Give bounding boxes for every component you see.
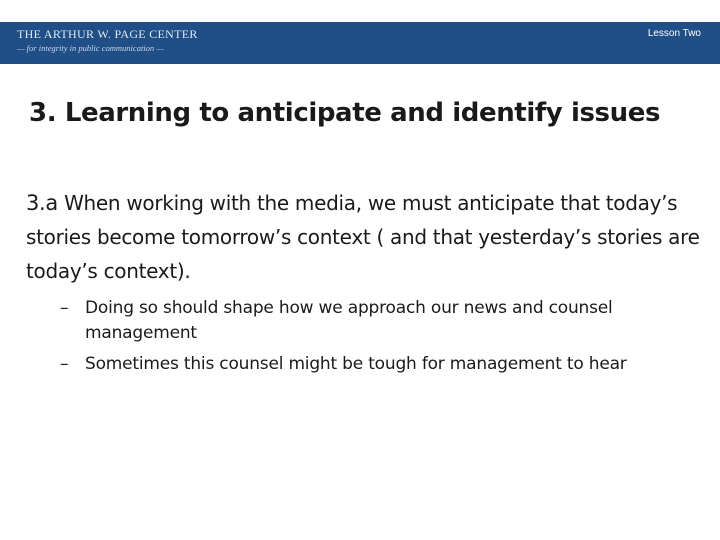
slide-title: 3. Learning to anticipate and identify issues — [29, 98, 661, 128]
lesson-label: Lesson Two — [647, 28, 701, 39]
sub-point — [60, 296, 700, 346]
main-point — [26, 186, 706, 288]
sub-point-list — [60, 296, 700, 383]
dash-bullet: – — [60, 298, 69, 318]
sub-point — [60, 352, 700, 377]
page-center-logo — [17, 27, 198, 54]
header-banner — [0, 22, 720, 64]
dash-bullet: – — [60, 354, 69, 374]
sub-point-text: Sometimes this counsel might be tough for management to hear — [85, 354, 627, 374]
logo-title: THE ARTHUR W. PAGE CENTER — [17, 27, 198, 41]
sub-point-text: Doing so should shape how we approach our news and counsel management — [85, 298, 613, 343]
point-label: 3.a — [26, 191, 59, 215]
logo-tagline: — for integrity in public communication — — [17, 43, 164, 53]
point-text: When working with the media, we must anticipate that today’s stories become tomorrow’s context ( and that yesterday’s stories are today’s context). — [26, 191, 700, 283]
